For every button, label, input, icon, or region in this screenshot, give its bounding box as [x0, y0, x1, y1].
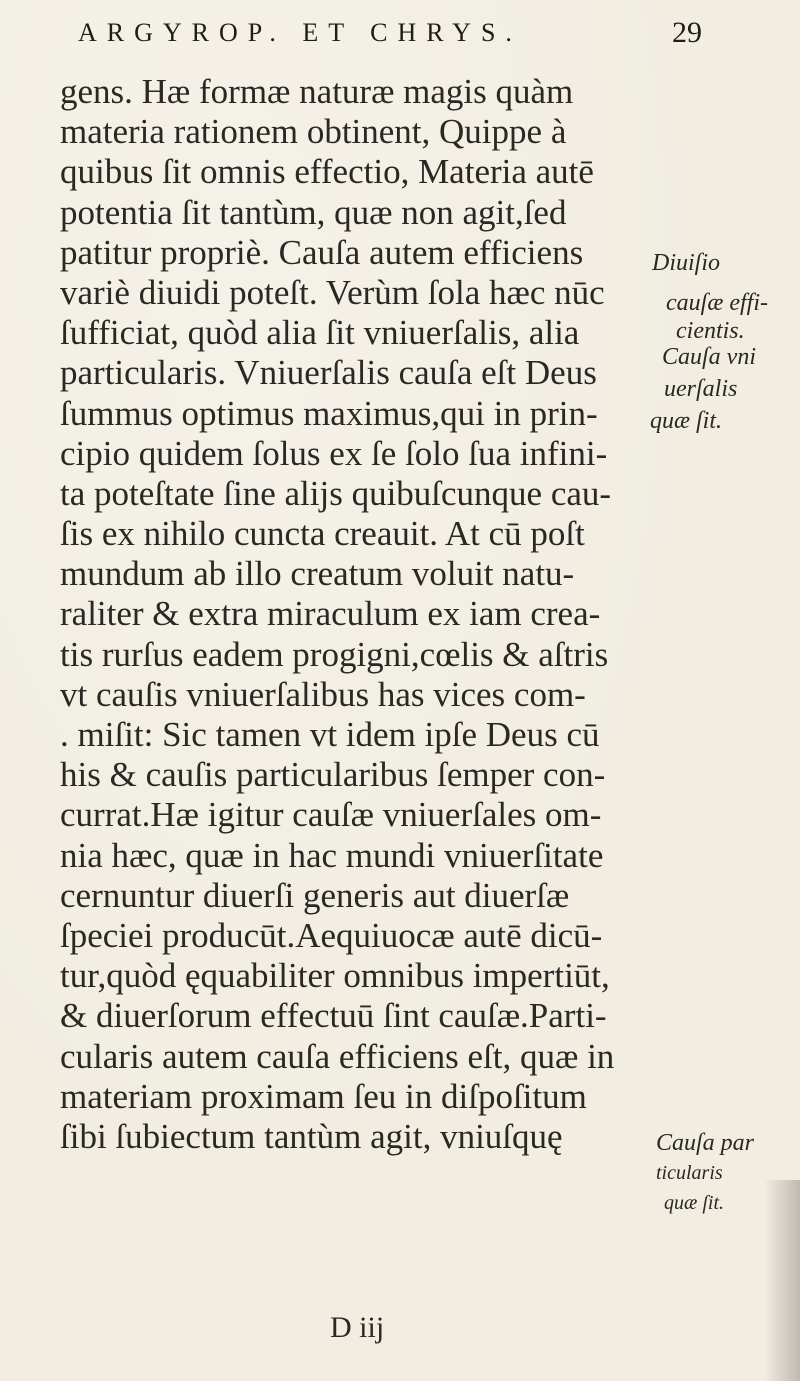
- text-line: tis rurſus eadem progigni,cœlis & aſtris: [60, 634, 609, 674]
- text-line: patitur propriè. Cauſa autem efficiens: [60, 232, 584, 272]
- text-line: materiam proximam ſeu in diſpoſitum: [60, 1076, 587, 1116]
- text-line: vt cauſis vniuerſalibus has vices com-: [60, 674, 586, 714]
- running-head: ARGYROP. ET CHRYS.: [78, 18, 522, 47]
- text-line: variè diuidi poteſt. Verùm ſola hæc nūc: [60, 272, 605, 312]
- margin-note: uerſalis: [664, 376, 738, 402]
- margin-note: quæ ſit.: [664, 1192, 725, 1214]
- text-line: potentia ſit tantùm, quæ non agit,ſed: [60, 192, 567, 232]
- text-line: currat.Hæ igitur cauſæ vniuerſales om-: [60, 795, 602, 835]
- text-line: ta poteſtate ſine alijs quibuſcunque cau-: [60, 473, 612, 513]
- margin-note: cauſæ effi-: [666, 290, 768, 316]
- page-edge-shadow: [764, 1180, 800, 1381]
- page-number: 29: [672, 16, 702, 49]
- text-line: nia hæc, quæ in hac mundi vniuerſitate: [60, 835, 604, 875]
- margin-note: Diuiſio: [652, 250, 721, 276]
- text-line: cernuntur diuerſi generis aut diuerſæ: [60, 875, 570, 915]
- margin-note: Cauſa vni: [662, 344, 756, 370]
- text-line: quibus ſit omnis effectio, Materia autē: [60, 152, 594, 192]
- text-line: cularis autem cauſa efficiens eſt, quæ in: [60, 1036, 615, 1076]
- text-line: gens. Hæ formæ naturæ magis quàm: [60, 72, 574, 111]
- text-line: ſufficiat, quòd alia ſit vniuerſalis, alia: [60, 313, 580, 353]
- text-line: his & cauſis particularibus ſemper con-: [60, 755, 606, 795]
- text-line: . miſit: Sic tamen vt idem ipſe Deus cū: [60, 715, 600, 754]
- text-line: mundum ab illo creatum voluit natu-: [60, 554, 575, 594]
- text-line: materia rationem obtinent, Quippe à: [60, 112, 567, 152]
- margin-note: quæ ſit.: [650, 408, 723, 434]
- margin-note: cientis.: [676, 318, 745, 344]
- text-line: tur,quòd ęquabiliter omnibus impertiūt,: [60, 956, 610, 996]
- body-text: [60, 72, 710, 1157]
- text-line: cipio quidem ſolus ex ſe ſolo ſua infini-: [60, 433, 608, 473]
- margin-note: ticularis: [656, 1162, 723, 1184]
- text-line: & diuerſorum effectuū ſint cauſæ.Parti-: [60, 996, 607, 1036]
- signature-mark: D iij: [330, 1311, 385, 1344]
- text-line: ſibi ſubiectum tantùm agit, vniuſquę: [60, 1116, 563, 1156]
- text-line: ſummus optimus maximus,qui in prin-: [60, 393, 598, 433]
- text-line: raliter & extra miraculum ex iam crea-: [60, 594, 601, 634]
- text-line: ſis ex nihilo cuncta creauit. At cū poſt: [60, 514, 585, 554]
- text-line: particularis. Vniuerſalis cauſa eſt Deus: [60, 353, 597, 393]
- text-line: ſpeciei producūt.Aequiuocæ autē dicū-: [60, 915, 603, 955]
- margin-note: Cauſa par: [656, 1130, 755, 1156]
